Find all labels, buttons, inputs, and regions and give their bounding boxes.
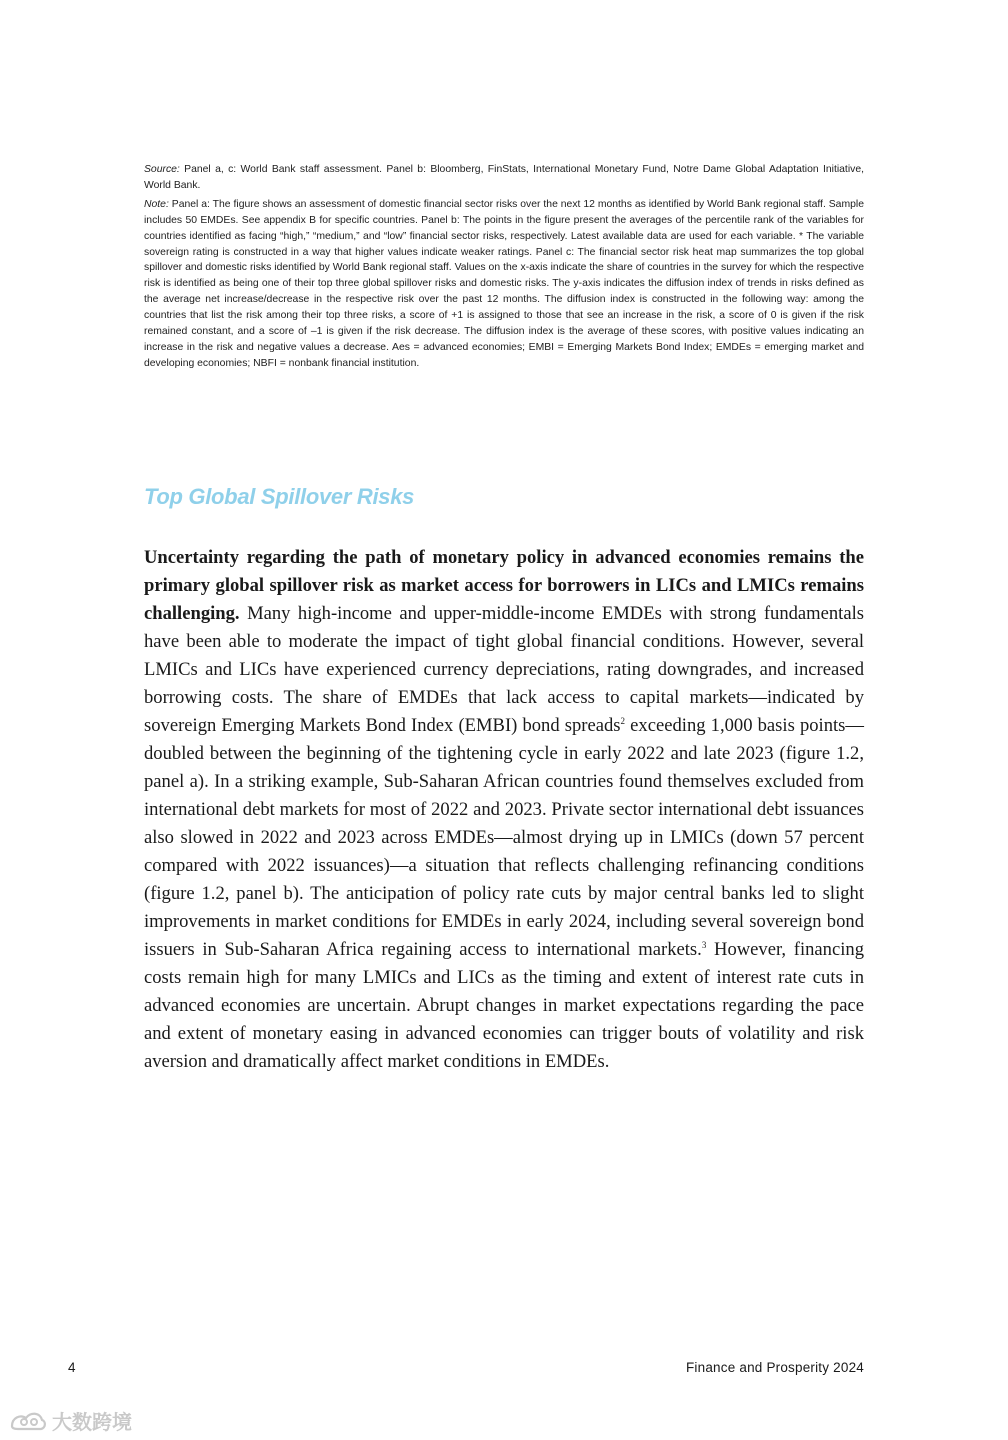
body-paragraph	[144, 544, 864, 1076]
watermark	[8, 1406, 132, 1435]
running-title: Finance and Prosperity 2024	[685, 1360, 864, 1375]
body-text-part-2: exceeding 1,000 basis points—doubled between the beginning of the tightening cycle in early 2022 and late 2023 (figure 1.2, panel a). In a striking example, Sub-Saharan African countries found themselves excluded from international debt markets for most of 2022 and 2023. Private sector international debt issuances also slowed in 2022 and 2023 across EMDEs—almost drying up in LMICs (down 57 percent compared with 2022 issuances)—a situation that reflects challenging refinancing conditions (figure 1.2, panel b). The anticipation of policy rate cuts by major central banks led to slight improvements in market conditions for EMDEs in early 2024, including several sovereign bond issuers in Sub-Saharan Africa regaining access to international markets.	[144, 715, 864, 960]
note-label: Note:	[144, 198, 169, 210]
source-note	[144, 162, 864, 194]
source-label: Source:	[144, 164, 180, 175]
logo-icon	[8, 1408, 48, 1434]
note-paragraph	[144, 197, 864, 372]
section-heading: Top Global Spillover Risks	[144, 484, 415, 509]
lead-sentence: Uncertainty regarding the path of monetary policy in advanced economies remains the primary global spillover risk as market access for borrowers in LICs and LMICs remains challenging.	[144, 547, 864, 624]
body-text-part-3: However, financing costs remain high for many LMICs and LICs as the timing and extent of interest rate cuts in advanced economies are uncertain. Abrupt changes in market expectations regarding the pace and extent of monetary easing in advanced economies can trigger bouts of volatility and risk aversion and dramatically affect market conditions in EMDEs.	[144, 939, 864, 1072]
footnote-ref-2[interactable]: 2	[620, 715, 626, 726]
note-text: Panel a: The figure shows an assessment of domestic financial sector risks over the next 12 months as identified by World Bank regional staff. Sample includes 50 EMDEs. See appendix B for specific countries. Panel b: The points in the figure present the averages of the percentile rank of the variables for countries identified as facing “high,” “medium,” and “low” financial sector risks, respectively. Latest available data are used for each variable. * The variable sovereign rating is constructed in a way that higher values indicate weaker ratings. Panel c: The financial sector risk heat map summarizes the top global spillover and domestic risks identified by World Bank regional staff. Values on the x-axis indicate the share of countries in the survey for which the respective risk is identified as being one of their top three global spillover risks and domestic risks. The y-axis indicates the diffusion index of trends in risks defined as the average net increase/decrease in the respective risk over the past 12 months. The diffusion index is constructed in the following way: among the countries that list the risk among their top three risks, a score of +1 is assigned to those that see an increase in the risk, a score of 0 is given if the risk remained constant, and a score of –1 is given if the risk decrease. The diffusion index is the average of these scores, with positive values indicating an increase in the risk and negative values a decrease. Aes = advanced economies; EMBI = Emerging Markets Bond Index; EMDEs = emerging market and developing economies; NBFI = nonbank financial institution.	[144, 198, 864, 369]
body-text-part-1: Many high-income and upper-middle-income EMDEs with strong fundamentals have been able to moderate the impact of tight global financial conditions. However, several LMICs and LICs have experienced currency depreciations, rating downgrades, and increased borrowing costs. The share of EMDEs that lack access to capital markets—indicated by sovereign Emerging Markets Bond Index (EMBI) bond spreads	[144, 603, 864, 736]
page-number: 4	[68, 1360, 76, 1375]
figure-notes	[144, 162, 864, 375]
watermark-text: 大数跨境	[52, 1410, 132, 1434]
source-text: Panel a, c: World Bank staff assessment. Panel b: Bloomberg, FinStats, International Monetary Fund, Notre Dame Global Adaptation Initiative, World Bank.	[144, 164, 864, 191]
footnote-ref-3[interactable]: 3	[701, 939, 707, 950]
